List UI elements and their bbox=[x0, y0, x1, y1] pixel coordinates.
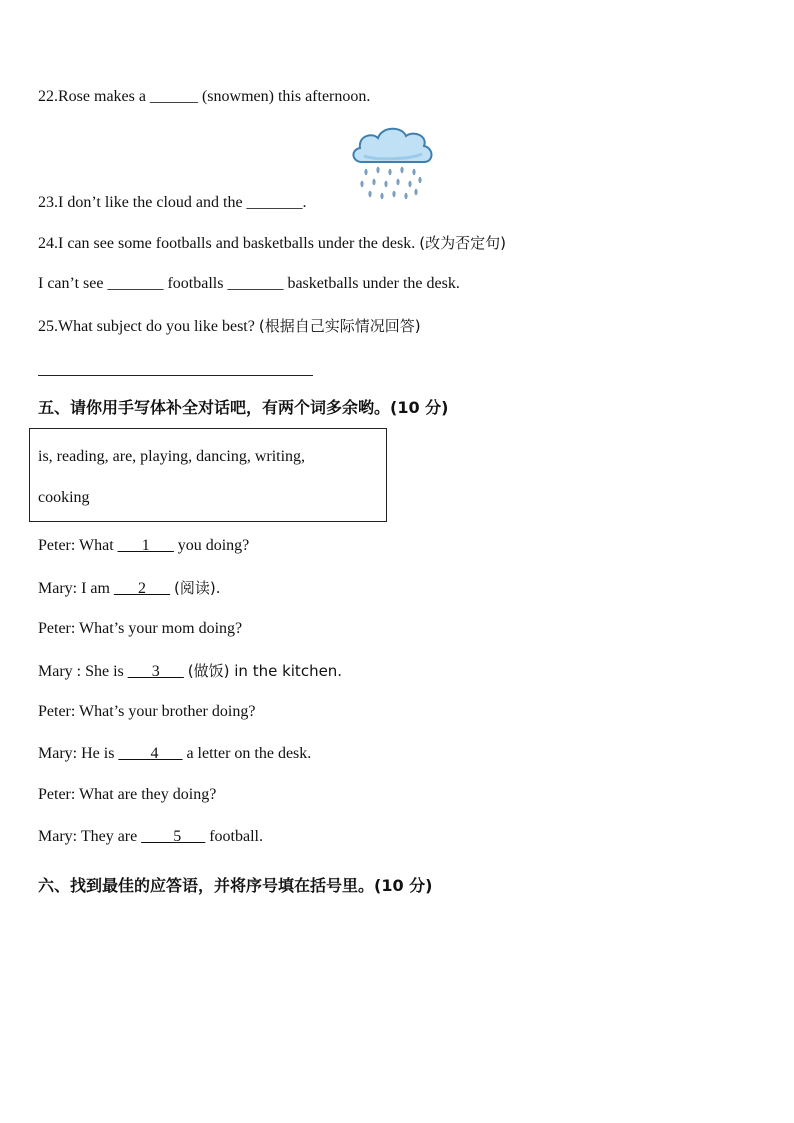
blank-2[interactable]: ___2___ bbox=[113, 580, 170, 597]
dialogue-text: Mary: They are bbox=[38, 828, 142, 845]
question-25 bbox=[38, 316, 421, 337]
question-22: 22.Rose makes a ______ (snowmen) this afternoon. bbox=[38, 88, 371, 105]
dialogue-line bbox=[38, 536, 249, 556]
blank-3[interactable]: ___3___ bbox=[127, 663, 184, 680]
blank-1[interactable]: ___1___ bbox=[117, 537, 174, 554]
dialogue-text: Mary : She is bbox=[38, 663, 128, 680]
dialogue-text: you doing? bbox=[173, 537, 250, 554]
word-bank-line-1: is, reading, are, playing, dancing, writing, bbox=[38, 448, 306, 465]
dialogue-line bbox=[38, 744, 311, 764]
dialogue-hint: (做饭) in the kitchen. bbox=[187, 662, 343, 680]
dialogue-hint: (阅读). bbox=[173, 579, 221, 597]
blank-4[interactable]: ____4___ bbox=[118, 745, 183, 762]
dialogue-text: a letter on the desk. bbox=[182, 745, 312, 762]
blank-5[interactable]: ____5___ bbox=[141, 828, 206, 845]
dialogue-line: Peter: What’s your brother doing? bbox=[38, 703, 256, 720]
dialogue-text: Mary: I am bbox=[38, 580, 114, 597]
dialogue-line: Peter: What are they doing? bbox=[38, 786, 217, 803]
word-bank-box bbox=[29, 428, 387, 522]
question-24-answer-line: I can’t see _______ footballs _______ basketballs under the desk. bbox=[38, 275, 460, 292]
section-5-heading: 五、请你用手写体补全对话吧，有两个词多余哟。(10 分) bbox=[38, 398, 449, 417]
question-25-text: 25.What subject do you like best? bbox=[38, 318, 259, 335]
dialogue-line bbox=[38, 661, 342, 682]
word-bank-line-2: cooking bbox=[38, 489, 90, 506]
dialogue-line bbox=[38, 578, 220, 599]
question-24-hint: (改为否定句) bbox=[419, 234, 506, 252]
rain-cloud-icon bbox=[348, 122, 438, 204]
dialogue-text: Mary: He is bbox=[38, 745, 119, 762]
question-24-text: 24.I can see some footballs and basketballs under the desk. bbox=[38, 235, 420, 252]
section-6-heading: 六、找到最佳的应答语，并将序号填在括号里。(10 分) bbox=[38, 876, 433, 895]
question-24 bbox=[38, 233, 506, 254]
dialogue-line bbox=[38, 827, 263, 847]
answer-line bbox=[38, 375, 313, 376]
dialogue-line: Peter: What’s your mom doing? bbox=[38, 620, 243, 637]
question-25-hint: (根据自己实际情况回答) bbox=[258, 317, 421, 335]
question-23: 23.I don’t like the cloud and the _______. bbox=[38, 194, 307, 211]
dialogue-text: Peter: What bbox=[38, 537, 118, 554]
dialogue-text: football. bbox=[205, 828, 263, 845]
